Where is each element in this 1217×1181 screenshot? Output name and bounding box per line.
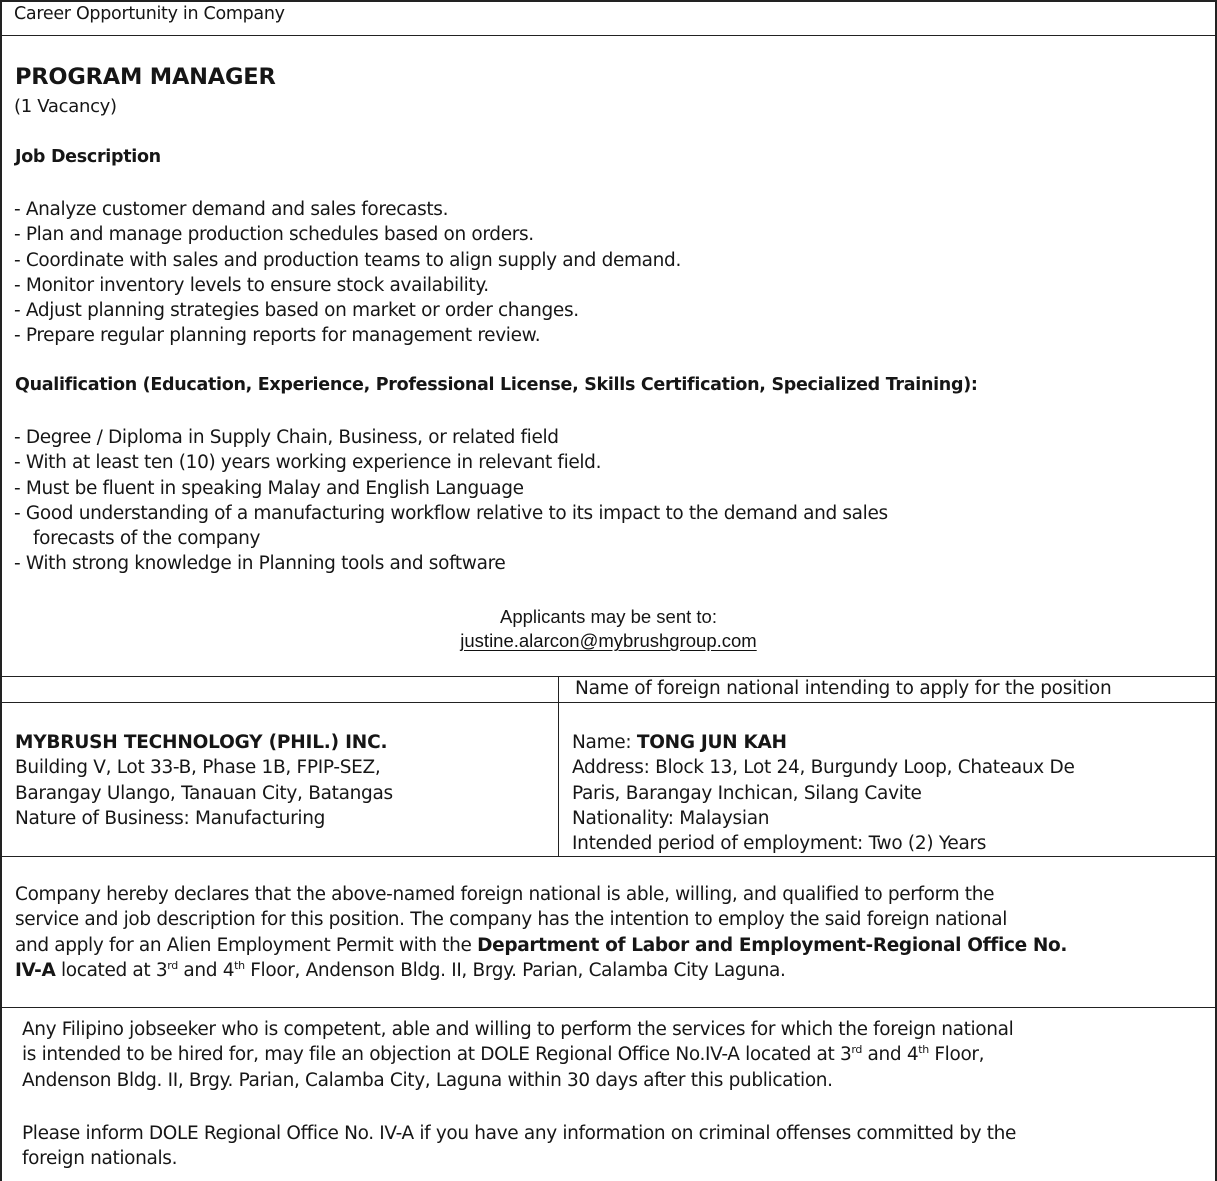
list-item: - Degree / Diploma in Supply Chain, Business, or related field: [14, 427, 559, 448]
superscript: th: [234, 958, 245, 972]
qualification-heading: Qualification (Education, Experience, Professional License, Skills Certification, Specialized Training):: [15, 375, 978, 395]
paragraph-line: service and job description for this position. The company has the intention to employ the said foreign national: [15, 909, 1007, 931]
text-run: is intended to be hired for, may file an objection at DOLE Regional Office No.IV-A located at 3: [22, 1044, 852, 1066]
page-header: Career Opportunity in Company: [14, 4, 285, 24]
national-address-line: Address: Block 13, Lot 24, Burgundy Loop, Chateaux De: [572, 757, 1075, 779]
list-item: - Analyze customer demand and sales forecasts.: [14, 199, 449, 220]
paragraph-line: [15, 933, 1067, 958]
national-nationality: Nationality: Malaysian: [572, 807, 770, 829]
company-info: [15, 730, 393, 831]
text-run: and apply for an Alien Employment Permit with the: [15, 934, 478, 956]
list-item: - Coordinate with sales and production teams to align supply and demand.: [14, 249, 681, 271]
superscript: rd: [167, 958, 178, 972]
list-item-text: - Good understanding of a manufacturing workflow relative to its impact to the demand and sales: [14, 502, 888, 524]
apply-email-row: [0, 629, 1217, 653]
text-run: and 4: [177, 959, 235, 981]
list-item: - Prepare regular planning reports for management review.: [14, 325, 541, 347]
column-divider: [558, 676, 559, 856]
divider: [0, 1007, 1217, 1008]
declaration-paragraph: [15, 882, 1067, 983]
divider: [0, 676, 1217, 677]
paragraph-line: Company hereby declares that the above-named foreign national is able, willing, and qualified to perform the: [15, 884, 995, 905]
company-name: MYBRUSH TECHNOLOGY (PHIL.) INC.: [15, 732, 388, 753]
national-employment-period: Intended period of employment: Two (2) Years: [572, 833, 987, 855]
divider: [0, 702, 1217, 703]
qualification-list: [14, 425, 888, 577]
national-name-row: [572, 730, 1075, 755]
text-run: Floor,: [928, 1044, 985, 1066]
dole-office-name: Department of Labor and Employment-Regional Office No.: [477, 934, 1068, 956]
paragraph-line: Andenson Bldg. II, Brgy. Parian, Calamba City, Laguna within 30 days after this publication.: [22, 1069, 833, 1091]
text-run: Floor, Andenson Bldg. II, Brgy. Parian, Calamba City Laguna.: [244, 959, 786, 981]
paragraph-line: foreign nationals.: [22, 1148, 178, 1170]
national-name-label: Name:: [572, 732, 637, 753]
national-name: TONG JUN KAH: [636, 732, 787, 753]
company-address-line: Building V, Lot 33-B, Phase 1B, FPIP-SEZ,: [15, 757, 381, 779]
job-title: PROGRAM MANAGER: [15, 64, 276, 90]
vacancy-count: (1 Vacancy): [14, 96, 117, 117]
objection-paragraph: [22, 1017, 1013, 1093]
foreign-national-info: [572, 730, 1075, 856]
superscript: rd: [851, 1043, 863, 1057]
foreign-national-column-header: Name of foreign national intending to apply for the position: [575, 678, 1112, 699]
job-description-heading: Job Description: [15, 147, 161, 167]
paragraph-line: Please inform DOLE Regional Office No. IV-A if you have any information on criminal offenses committed by the: [22, 1123, 1017, 1144]
apply-label: Applicants may be sent to:: [500, 606, 717, 627]
divider: [0, 35, 1217, 36]
list-item: - Plan and manage production schedules based on orders.: [14, 224, 534, 246]
list-item: [14, 501, 888, 552]
list-item-continuation: forecasts of the company: [33, 528, 261, 550]
text-run: located at 3: [55, 959, 168, 981]
list-item: - With at least ten (10) years working experience in relevant field.: [14, 452, 602, 474]
apply-email-link[interactable]: justine.alarcon@mybrushgroup.com: [460, 630, 757, 651]
company-address-line: Barangay Ulango, Tanauan City, Batangas: [15, 782, 393, 804]
notice-paragraph: [22, 1121, 1016, 1172]
national-address-line: Paris, Barangay Inchican, Silang Cavite: [572, 782, 922, 804]
superscript: th: [918, 1043, 929, 1057]
paragraph-line: [15, 958, 1067, 983]
list-item: - Adjust planning strategies based on market or order changes.: [14, 300, 579, 322]
paragraph-line: Any Filipino jobseeker who is competent, able and willing to perform the services for which the foreign national: [22, 1019, 1014, 1040]
list-item: - Must be fluent in speaking Malay and English Language: [14, 477, 524, 499]
paragraph-line: [22, 1042, 1013, 1067]
job-description-list: [14, 197, 681, 349]
dole-region: IV-A: [15, 959, 56, 981]
list-item: - With strong knowledge in Planning tools and software: [14, 553, 506, 575]
list-item: - Monitor inventory levels to ensure stock availability.: [14, 274, 489, 296]
company-nature-of-business: Nature of Business: Manufacturing: [15, 807, 326, 829]
text-run: and 4: [862, 1044, 919, 1066]
